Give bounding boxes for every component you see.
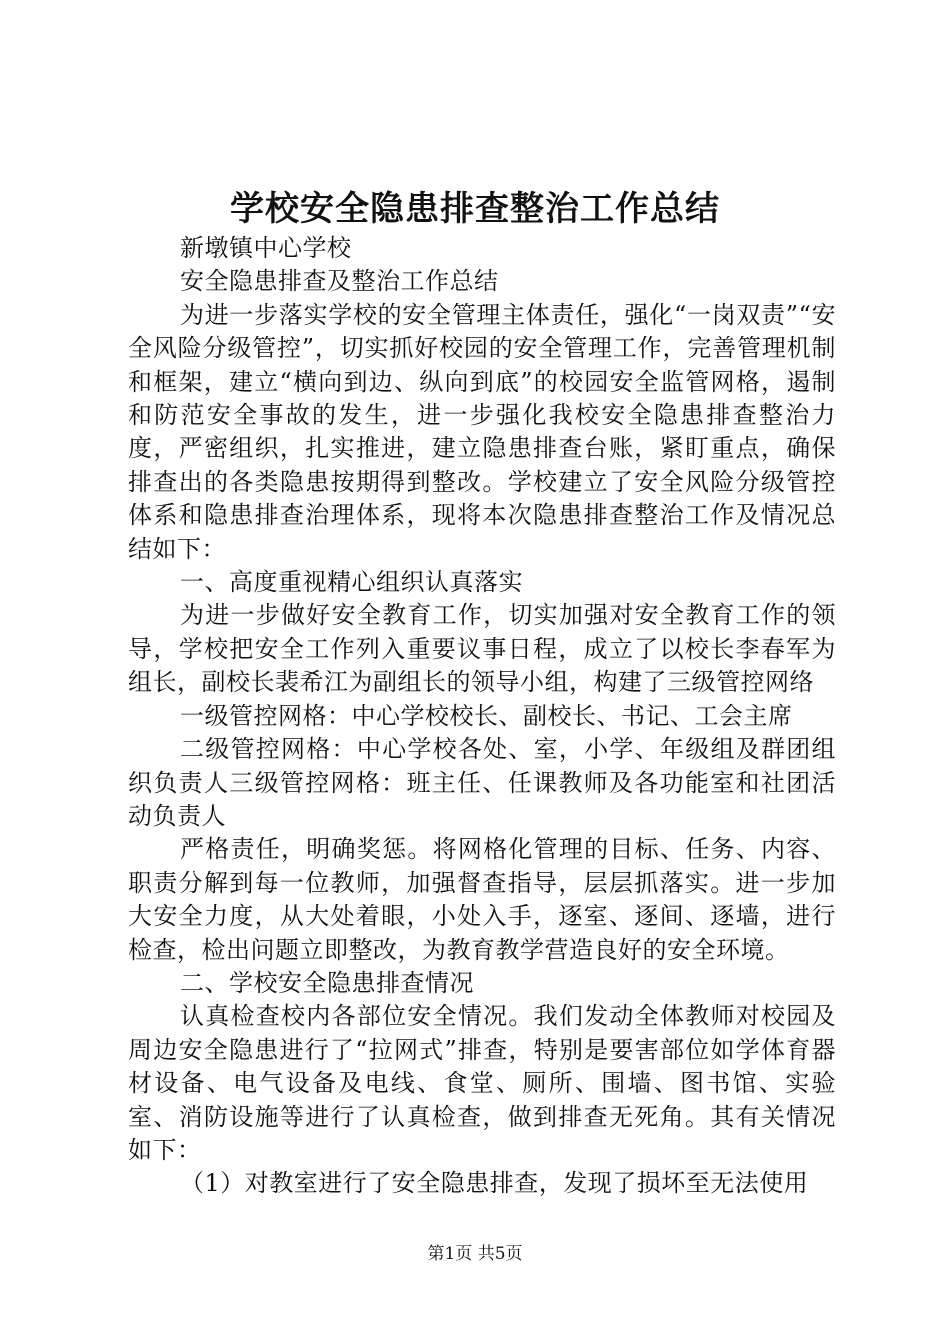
responsibility-paragraph: 严格责任，明确奖惩。将网格化管理的目标、任务、内容、职责分解到每一位教师，加强督查指导，层层抓落实。进一步加大安全力度，从大处着眼，小处入手，逐室、逐间、逐墙，进行检查，检出问题立即整改，为教育教学营造良好的安全环境。	[128, 835, 836, 964]
report-subtitle: 安全隐患排查及整治工作总结	[180, 267, 499, 296]
school-name: 新墩镇中心学校	[180, 234, 352, 262]
document-body	[128, 232, 836, 1201]
level-1-grid: 一级管控网格：中心学校校长、副校长、书记、工会主席	[180, 701, 793, 730]
item-1-paragraph: （1）对教室进行了安全隐患排查，发现了损坏至无法使用	[180, 1169, 809, 1198]
section-heading-2: 二、学校安全隐患排查情况	[180, 968, 474, 997]
level-2-3-grid: 二级管控网格：中心学校各处、室，小学、年级组及群团组织负责人三级管控网格：班主任、任课教师及各功能室和社团活动负责人	[128, 735, 836, 830]
section-2-paragraph: 认真检查校内各部位安全情况。我们发动全体教师对校园及周边安全隐患进行了“拉网式”排查，特别是要害部位如学体育器材设备、电气设备及电线、食堂、厕所、围墙、图书馆、实验室、消防设施等进行了认真检查，做到排查无死角。其有关情况如下：	[128, 1002, 836, 1164]
intro-paragraph: 为进一步落实学校的安全管理主体责任，强化“一岗双责”“安全风险分级管控”，切实抓好校园的安全管理工作，完善管理机制和框架，建立“横向到边、纵向到底”的校园安全监管网格，遏制和防范安全事故的发生，进一步强化我校安全隐患排查整治力度，严密组织，扎实推进，建立隐患排查台账，紧盯重点，确保排查出的各类隐患按期得到整改。学校建立了安全风险分级管控体系和隐患排查治理体系，现将本次隐患排查整治工作及情况总结如下：	[128, 300, 836, 563]
section-1-paragraph: 为进一步做好安全教育工作，切实加强对安全教育工作的领导，学校把安全工作列入重要议事日程，成立了以校长李春军为组长，副校长裴希江为副组长的领导小组，构建了三级管控网络	[128, 601, 836, 697]
page-footer: 第1页 共5页	[427, 1244, 523, 1264]
document-title: 学校安全隐患排查整治工作总结	[230, 189, 720, 229]
section-heading-1: 一、高度重视精心组织认真落实	[180, 568, 523, 597]
